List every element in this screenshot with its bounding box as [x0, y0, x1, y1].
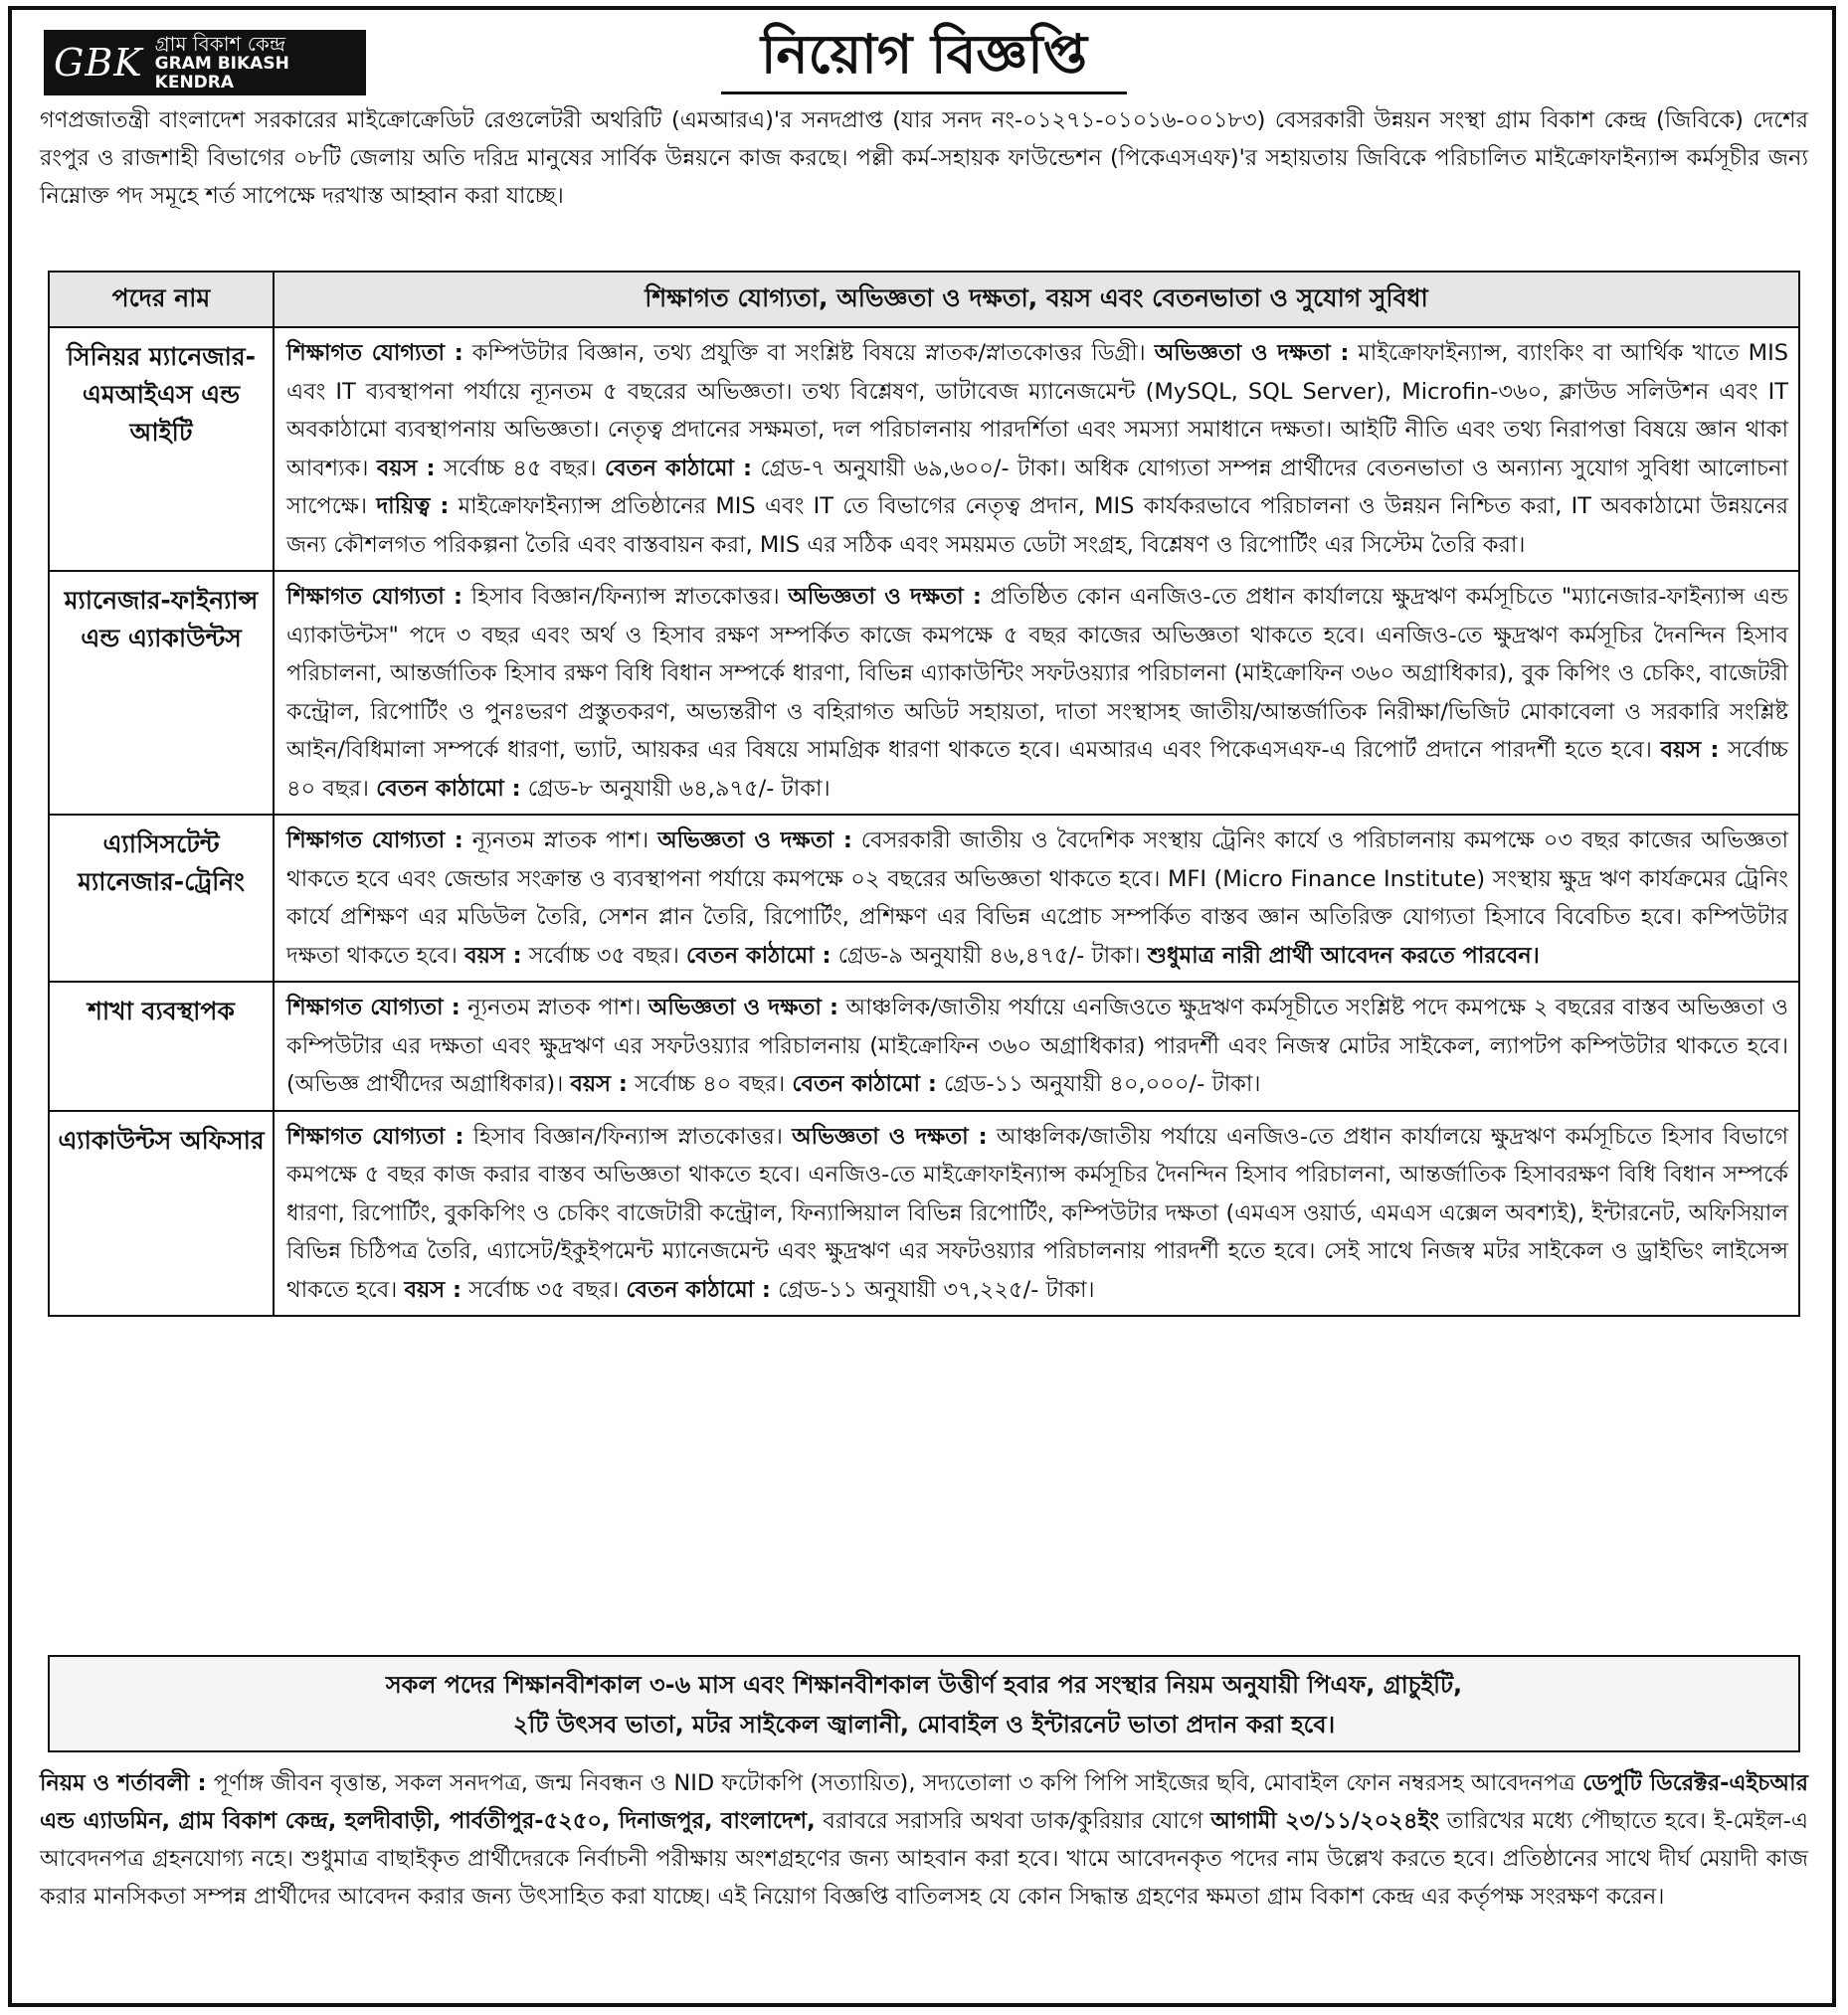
job-table: [48, 271, 1800, 1317]
exp-text: মাইক্রোফাইন্যান্স, ব্যাংকিং বা আর্থিক খাতে MIS এবং IT ব্যবস্থাপনা পর্যায়ে ন্যূনতম ৫ বছরের অভিজ্ঞতা। তথ্য বিশ্লেষণ, ডাটাবেজ ম্যানেজমেন্ট (MySQL, SQL Server), Microfin-৩৬০, ক্লাউড সলিউশন এবং IT অবকাঠামো ব্যবস্থাপনায় অভিজ্ঞতা। নেতৃত্ব প্রদানের সক্ষমতা, দল পরিচালনায় পারদর্শিতা এবং সমস্যা সমাধানে দক্ষতা। আইটি নীতি এবং তথ্য নিরাপত্তা বিষয়ে জ্ঞান থাকা আবশ্যক।: [286, 340, 1789, 481]
age-text: সর্বোচ্চ ৪০ বছর।: [627, 1071, 793, 1097]
age-label: বয়স :: [404, 1276, 462, 1303]
duty-label: দায়িত্ব :: [376, 493, 450, 519]
exp-label: অভিজ্ঞতা ও দক্ষতা :: [657, 827, 852, 853]
age-text: সর্বোচ্চ ৩৫ বছর।: [461, 1276, 627, 1303]
title-wrap: [0, 24, 1848, 94]
job-row-assistant-manager-training: [49, 815, 1799, 982]
intro-paragraph: গণপ্রজাতন্ত্রী বাংলাদেশ সরকারের মাইক্রোক্রেডিট রেগুলেটরী অথরিটি (এমআরএ)'র সনদপ্রাপ্ত (যার সনদ নং-০১২৭১-০১০১৬-০০১৮৩) বেসরকারী উন্নয়ন সংস্থা গ্রাম বিকাশ কেন্দ্র (জিবিকে) দেশের রংপুর ও রাজশাহী বিভাগের ০৮টি জেলায় অতি দরিদ্র মানুষের সার্বিক উন্নয়নে কাজ করছে। পল্লী কর্ম-সহায়ক ফাউন্ডেশন (পিকেএসএফ)'র সহায়তায় জিবিকে পরিচালিত মাইক্রোফাইন্যান্স কর্মসূচীর জন্য নিম্নোক্ত পদ সমূহে শর্ত সাপেক্ষে দরখাস্ত আহ্বান করা যাচ্ছে।: [40, 107, 1808, 209]
age-text: সর্বোচ্চ ৪০ বছর।: [286, 737, 1788, 802]
salary-text: গ্রেড-৭ অনুযায়ী ৬৯,৬০০/- টাকা। অধিক যোগ্যতা সম্পন্ন প্রার্থীদের বেতনভাতা ও অন্যান্য সুযোগ সুবিধা আলোচনা সাপেক্ষে।: [286, 455, 1788, 519]
exp-label: অভিজ্ঞতা ও দক্ষতা :: [647, 995, 838, 1020]
age-label: বয়স :: [464, 942, 522, 969]
salary-label: বেতন কাঠামো :: [376, 775, 521, 802]
salary-label: বেতন কাঠামো :: [604, 455, 752, 481]
terms-text-1: পূর্ণাঙ্গ জীবন বৃত্তান্ত, সকল সনদপত্র, জন্ম নিবন্ধন ও NID ফটোকপি (সত্যায়িত), সদ্যতোলা ৩ কপি পিপি সাইজের ছবি, মোবাইল ফোন নম্বরসহ আবেদনপত্র: [206, 1770, 1583, 1796]
salary-text: গ্রেড-৮ অনুযায়ী ৬৪,৯৭৫/- টাকা।: [520, 775, 831, 802]
age-label: বয়স :: [570, 1071, 628, 1097]
page-title: নিয়োগ বিজ্ঞপ্তি: [721, 24, 1127, 94]
application-address: ডেপুটি ডিরেক্টর-এইচআর এন্ড এ্যাডমিন, গ্রাম বিকাশ কেন্দ্র, হলদীবাড়ী, পার্বতীপুর-৫২৫০, দিনাজপুর, বাংলাদেশ,: [40, 1770, 1808, 1834]
post-details: [274, 982, 1799, 1111]
salary-label: বেতন কাঠামো :: [792, 1071, 937, 1097]
post-details: [274, 815, 1799, 982]
edu-text: কম্পিউটার বিজ্ঞান, তথ্য প্রযুক্তি বা সংশ্লিষ্ট বিষয়ে স্নাতক/স্নাতকোত্তর ডিগ্রী।: [462, 340, 1155, 366]
edu-text: ন্যূনতম স্নাতক পাশ।: [462, 827, 658, 853]
exp-text: বেসরকারী জাতীয় ও বৈদেশিক সংস্থায় ট্রেনিং কার্যে ও পরিচালনায় কমপক্ষে ০৩ বছর কাজের অভিজ্ঞতা থাকতে হবে এবং জেন্ডার সংক্রান্ত ও ব্যবস্থাপনা পর্যায়ে কমপক্ষে ০২ বছরের অভিজ্ঞতা থাকতে হবে। MFI (Micro Finance Institute) সংস্থায় ক্ষুদ্র ঋণ কার্যক্রমের ট্রেনিং কার্যে প্রশিক্ষণ এর মডিউল তৈরি, সেশন প্লান তৈরি, রিপোর্টিং, প্রশিক্ষণ এর বিভিন্ন এপ্রোচ সম্পর্কিত বাস্তব জ্ঞান অতিরিক্ত যোগ্যতা হিসাবে বিবেচিত হবে। কম্পিউটার দক্ষতা থাকতে হবে।: [286, 827, 1788, 969]
job-table-header: [49, 272, 1799, 327]
post-name: সিনিয়র ম্যানেজার-এমআইএস এন্ড আইটি: [49, 327, 274, 571]
post-name: এ্যাসিসটেন্ট ম্যানেজার-ট্রেনিং: [49, 815, 274, 982]
exp-label: অভিজ্ঞতা ও দক্ষতা :: [788, 584, 982, 610]
logo-name-english: GRAM BIKASH KENDRA: [154, 54, 289, 92]
terms-text-3: তারিখের মধ্যে পৌছাতে হবে। ই-মেইল-এ আবেদনপত্র গ্রহনযোগ্য নহে। শুধুমাত্র বাছাইকৃত প্রার্থীদেরকে নির্বাচনী পরীক্ষায় অংশগ্রহণের জন্য আহবান করা হবে। খামে আবেদনকৃত পদের নাম উল্লেখ করতে হবে। প্রতিষ্ঠানের সাথে দীর্ঘ মেয়াদী কাজ করার মানসিকতা সম্পন্ন প্রার্থীদের আবেদন করার জন্য উৎসাহিত করা যাচ্ছে। এই নিয়োগ বিজ্ঞপ্তি বাতিলসহ যে কোন সিদ্ধান্ত গ্রহণের ক্ষমতা গ্রাম বিকাশ কেন্দ্র এর কর্তৃপক্ষ সংরক্ষণ করেন।: [40, 1808, 1808, 1910]
exp-text: আঞ্চলিক/জাতীয় পর্যায়ে এনজিওতে ক্ষুদ্রঋণ কর্মসূচীতে সংশ্লিষ্ট পদে কমপক্ষে ২ বছরের বাস্তব অভিজ্ঞতা ও কম্পিউটার এর দক্ষতা এবং ক্ষুদ্রঋণ এর সফটওয়্যার পরিচালনায় (মাইক্রোফিন ৩৬০ অগ্রাধিকার) পারদর্শী এবং নিজস্ব মোটর সাইকেল, ল্যাপটপ কম্পিউটার থাকতে হবে। (অভিজ্ঞ প্রার্থীদের অগ্রাধিকার)।: [286, 995, 1788, 1097]
logo-mark: GBK: [54, 41, 143, 85]
job-row-manager-finance-accounts: [49, 571, 1799, 815]
age-text: সর্বোচ্চ ৩৫ বছর।: [521, 942, 687, 969]
post-details: [274, 571, 1799, 815]
post-details: [274, 327, 1799, 571]
age-label: বয়স :: [376, 455, 436, 481]
edu-text: ন্যূনতম স্নাতক পাশ।: [460, 995, 648, 1020]
salary-text: গ্রেড-৯ অনুযায়ী ৪৬,৪৭৫/- টাকা।: [831, 942, 1148, 969]
edu-label: শিক্ষাগত যোগ্যতা :: [286, 584, 463, 610]
age-text: সর্বোচ্চ ৪৫ বছর।: [435, 455, 605, 481]
post-name: এ্যাকাউন্টস অফিসার: [49, 1111, 274, 1317]
post-name: শাখা ব্যবস্থাপক: [49, 982, 274, 1111]
job-row-branch-manager: [49, 982, 1799, 1111]
female-only-note: শুধুমাত্র নারী প্রার্থী আবেদন করতে পারবেন।: [1147, 942, 1540, 969]
application-deadline: আগামী ২৩/১১/২০২৪ইং: [1210, 1808, 1439, 1834]
logo-name-bangla: গ্রাম বিকাশ কেন্দ্র: [154, 32, 286, 57]
edu-text: হিসাব বিজ্ঞান/ফিন্যান্স স্নাতকোত্তর।: [462, 584, 789, 610]
duty-text: মাইক্রোফাইন্যান্স প্রতিষ্ঠানের MIS এবং IT তে বিভাগের নেতৃত্ব প্রদান, MIS কার্যকরভাবে পরিচালনা ও উন্নয়ন নিশ্চিত করা, IT অবকাঠামো উন্নয়নের জন্য কৌশলগত পরিকল্পনা তৈরি এবং বাস্তবায়ন করা, MIS এর সঠিক এবং সময়মত ডেটা সংগ্রহ, বিশ্লেষণ ও রিপোর্টিং এর সিস্টেম তৈরি করা।: [286, 493, 1789, 558]
edu-label: শিক্ষাগত যোগ্যতা :: [286, 340, 463, 366]
salary-label: বেতন কাঠামো :: [686, 942, 832, 969]
header-post-name: পদের নাম: [49, 272, 274, 327]
edu-text: হিসাব বিজ্ঞান/ফিন্যান্স স্নাতকোত্তর।: [463, 1123, 793, 1150]
exp-text: আঞ্চলিক/জাতীয় পর্যায়ে এনজিও-তে প্রধান কার্যালয়ে ক্ষুদ্রঋণ কর্মসূচিতে হিসাব বিভাগে কমপক্ষে ৫ বছর কাজ করার বাস্তব অভিজ্ঞতা থাকতে হবে। এনজিও-তে মাইক্রোফাইন্যান্স কর্মসূচির দৈনন্দিন হিসাব পরিচালনা, আন্তর্জাতিক হিসাবরক্ষণ বিধি বিধান সম্পর্কে ধারণা, রিপোর্টিং, বুককিপিং ও চেকিং বাজেটারী কন্ট্রোল, ফিন্যান্সিয়াল বিভিন্ন রিপোর্টিং, কম্পিউটার দক্ষতা (এমএস ওয়ার্ড, এমএস এক্সেল অবশ্যই), ইন্টারনেট, অফিসিয়াল বিভিন্ন চিঠিপত্র তৈরি, এ্যাসেট/ইকুইপমেন্ট ম্যানেজমেন্ট এবং ক্ষুদ্রঋণ এর সফটওয়্যার পরিচালনায় পারদর্শী হতে হবে। সেই সাথে নিজস্ব মটর সাইকেল ও ড্রাইভিং লাইসেন্স থাকতে হবে।: [286, 1123, 1788, 1303]
terms-label: নিয়ম ও শর্তাবলী :: [40, 1770, 207, 1796]
exp-text: প্রতিষ্ঠিত কোন এনজিও-তে প্রধান কার্যালয়ে ক্ষুদ্রঋণ কর্মসূচিতে "ম্যানেজার-ফাইন্যান্স এন্ড এ্যাকাউন্টস" পদে ৩ বছর এবং অর্থ ও হিসাব রক্ষণ সম্পর্কিত কাজে কমপক্ষে ৫ বছর কাজের অভিজ্ঞতা থাকতে হবে। এনজিও-তে ক্ষুদ্রঋণ কর্মসূচির দৈনন্দিন হিসাব পরিচালনা, আন্তর্জাতিক হিসাব রক্ষণ বিধি বিধান সম্পর্কে ধারণা, বিভিন্ন এ্যাকাউন্টিং সফটওয়্যার পরিচালনা (মাইক্রোফিন ৩৬০ অগ্রাধিকার), বুক কিপিং ও চেকিং, বাজেটরী কন্ট্রোল, রিপোর্টিং ও পুনঃভরণ প্রস্তুতকরণ, অভ্যন্তরীণ ও বহিরাগত অডিট সহায়তা, দাতা সংস্থাসহ জাতীয়/আন্তর্জাতিক নিরীক্ষা/ভিজিট মোকাবেলা ও সরকারি সংশ্লিষ্ট আইন/বিধিমালা সম্পর্কে ধারণা, ভ্যাট, আয়কর এর বিষয়ে সামগ্রিক ধারণা থাকতে হবে। এমআরএ এবং পিকেএসএফ-এ রিপোর্ট প্রদানে পারদর্শী হতে হবে।: [286, 584, 1788, 763]
terms-text-2: বরাবরে সরাসরি অথবা ডাক/কুরিয়ার যোগে: [815, 1808, 1211, 1834]
exp-label: অভিজ্ঞতা ও দক্ষতা :: [1154, 340, 1350, 366]
benefits-box: [48, 1655, 1800, 1752]
salary-text: গ্রেড-১১ অনুযায়ী ৪০,০০০/- টাকা।: [936, 1071, 1261, 1097]
benefits-line-2: ২টি উৎসব ভাতা, মটর সাইকেল জ্বালানী, মোবাইল ও ইন্টারনেট ভাতা প্রদান করা হবে।: [512, 1711, 1336, 1739]
job-row-accounts-officer: [49, 1111, 1799, 1317]
salary-text: গ্রেড-১১ অনুযায়ী ৩৭,২২৫/- টাকা।: [770, 1276, 1095, 1303]
terms-paragraph: [40, 1764, 1808, 1916]
header-details: শিক্ষাগত যোগ্যতা, অভিজ্ঞতা ও দক্ষতা, বয়স এবং বেতনভাতা ও সুযোগ সুবিধা: [274, 272, 1799, 327]
edu-label: শিক্ষাগত যোগ্যতা :: [286, 827, 463, 853]
exp-label: অভিজ্ঞতা ও দক্ষতা :: [792, 1123, 988, 1150]
benefits-line-1: সকল পদের শিক্ষানবীশকাল ৩-৬ মাস এবং শিক্ষানবীশকাল উত্তীর্ণ হবার পর সংস্থার নিয়ম অনুযায়ী পিএফ, গ্রাচুইটি,: [385, 1671, 1463, 1699]
edu-label: শিক্ষাগত যোগ্যতা :: [286, 995, 461, 1020]
post-name: ম্যানেজার-ফাইন্যান্স এন্ড এ্যাকাউন্টস: [49, 571, 274, 815]
post-details: [274, 1111, 1799, 1317]
age-label: বয়স :: [1660, 737, 1720, 763]
salary-label: বেতন কাঠামো :: [626, 1276, 771, 1303]
job-row-senior-manager-mis-it: [49, 327, 1799, 571]
edu-label: শিক্ষাগত যোগ্যতা :: [286, 1123, 464, 1150]
